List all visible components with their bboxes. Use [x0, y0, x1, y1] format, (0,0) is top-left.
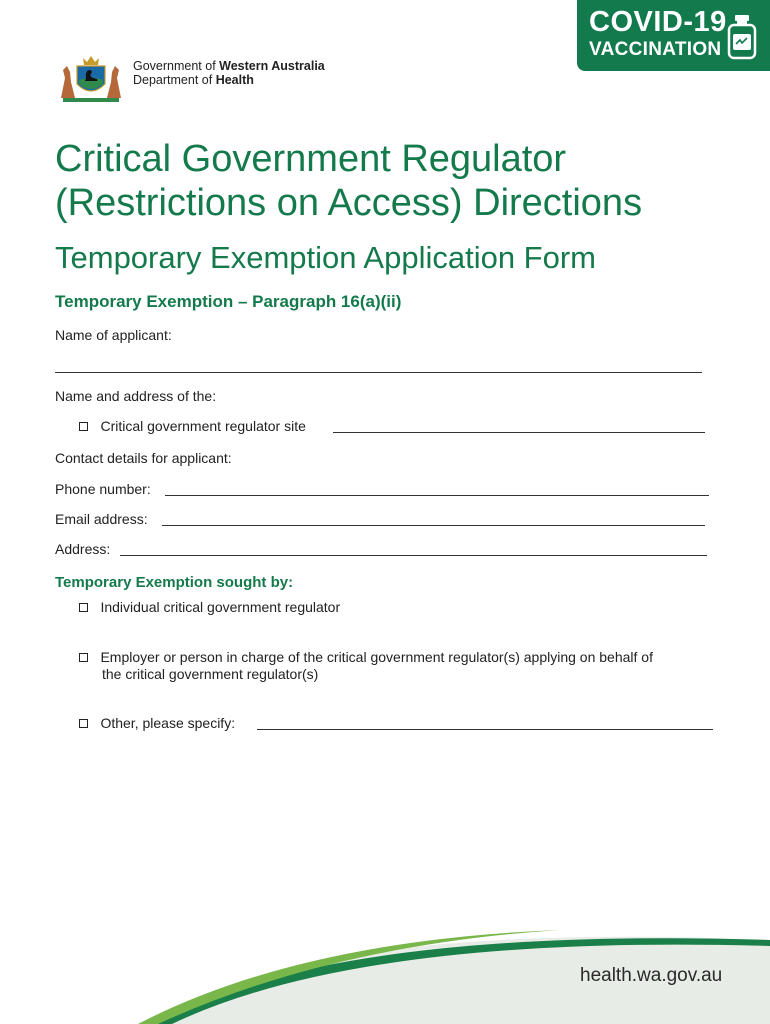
badge-subtitle: VACCINATION [589, 39, 722, 60]
site-option [79, 418, 306, 434]
other-option [79, 715, 235, 731]
document-subtitle: Temporary Exemption Application Form [55, 240, 597, 275]
address-field[interactable] [120, 555, 707, 556]
phone-label: Phone number: [55, 481, 151, 497]
email-label: Email address: [55, 511, 148, 527]
individual-option-label: Individual critical government regulator [100, 599, 341, 615]
email-field[interactable] [162, 525, 705, 526]
site-checkbox[interactable] [79, 422, 88, 431]
individual-checkbox[interactable] [79, 603, 88, 612]
covid-vaccination-badge [577, 0, 770, 71]
other-option-label: Other, please specify: [100, 715, 236, 731]
site-option-label: Critical government regulator site [100, 418, 306, 434]
footer-swoosh-graphic [0, 900, 770, 1024]
badge-title: COVID-19 [589, 6, 727, 38]
vaccine-vial-icon [725, 14, 759, 60]
name-of-applicant-field[interactable] [55, 372, 702, 373]
wa-government-crest-logo [55, 48, 127, 104]
government-name: Government of Western Australia [133, 59, 325, 73]
footer-website-url[interactable]: health.wa.gov.au [580, 965, 723, 986]
name-of-applicant-label: Name of applicant: [55, 327, 172, 343]
other-specify-field[interactable] [257, 729, 713, 730]
section-heading: Temporary Exemption – Paragraph 16(a)(ii) [55, 292, 402, 311]
document-title-line-1: Critical Government Regulator [55, 138, 567, 180]
site-field[interactable] [333, 432, 705, 433]
name-and-address-label: Name and address of the: [55, 388, 217, 404]
exemption-sought-heading: Temporary Exemption sought by: [55, 574, 294, 591]
individual-option [79, 599, 340, 615]
address-label: Address: [55, 541, 111, 557]
contact-details-label: Contact details for applicant: [55, 450, 232, 466]
employer-checkbox[interactable] [79, 653, 88, 662]
document-title-line-2: (Restrictions on Access) Directions [55, 182, 643, 224]
department-name: Department of Health [133, 73, 254, 87]
employer-option-label-line-2: the critical government regulator(s) [102, 666, 319, 682]
phone-field[interactable] [165, 495, 709, 496]
employer-option [79, 649, 653, 665]
other-checkbox[interactable] [79, 719, 88, 728]
employer-option-label-line-1: Employer or person in charge of the critical government regulator(s) applying on behalf of [100, 649, 653, 665]
